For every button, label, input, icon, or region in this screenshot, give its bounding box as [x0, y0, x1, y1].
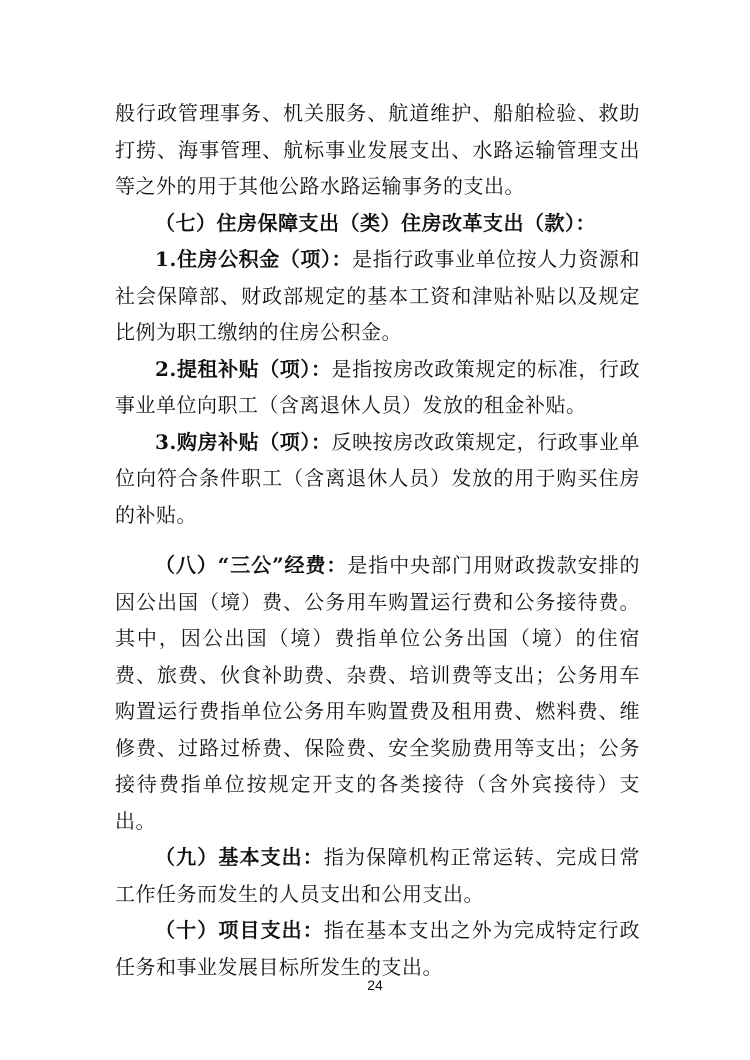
- paragraph-text: 是指行政事业单位按人力资源和社会保障部、财政部规定的基本工资和津贴补贴以及规定比例为职工缴纳的住房公积金。: [115, 247, 641, 344]
- paragraph-three-public-expenses: [115, 547, 640, 839]
- paragraph-continued-transport: [115, 95, 640, 205]
- paragraph-text: 般行政管理事务、机关服务、航道维护、船舶检验、救助打捞、海事管理、航标事业发展支出、水路运输管理支出等之外的用于其他公路水路运输事务的支出。: [115, 101, 640, 198]
- section-heading: （九）基本支出：: [155, 845, 324, 869]
- document-body: [115, 95, 640, 985]
- item-heading: 3.购房补贴（项）：: [155, 429, 332, 454]
- paragraph-text: 指在基本支出之外为完成特定行政任务和事业发展目标所发生的支出。: [115, 918, 641, 979]
- paragraph-text: 指为保障机构正常运转、完成日常工作任务而发生的人员支出和公用支出。: [115, 845, 641, 906]
- paragraph-text: 是指按房改政策规定的标准，行政事业单位向职工（含离退休人员）发放的租金补贴。: [115, 356, 640, 417]
- paragraph-text: 是指中央部门用财政拨款安排的因公出国（境）费、公务用车购置运行费和公务接待费。其中，因公出国（境）费指单位公务出国（境）的住宿费、旅费、伙食补助费、杂费、培训费等支出；公务用车购置运行费指单位公务用车购置费及租用费、燃料费、维修费、过路过桥费、保险费、安全奖励费用等支出；公务接待费指单位按规定开支的各类接待（含外宾接待）支出。: [115, 553, 641, 833]
- paragraph-text: 反映按房改政策规定，行政事业单位向符合条件职工（含离退休人员）发放的用于购买住房的补贴。: [115, 429, 640, 527]
- section-heading: （十）项目支出：: [155, 918, 324, 942]
- section-heading: （七）住房保障支出（类）住房改革支出（款）：: [155, 210, 596, 235]
- page-number: 24: [367, 977, 383, 993]
- paragraph-rent-subsidy: [115, 351, 640, 424]
- section-heading: （八）“三公”经费：: [155, 553, 348, 577]
- item-heading: 1.住房公积金（项）：: [155, 247, 353, 271]
- paragraph-basic-expenditure: [115, 839, 640, 912]
- paragraph-project-expenditure: [115, 912, 640, 985]
- paragraph-housing-fund: [115, 241, 640, 351]
- item-heading: 2.提租补贴（项）：: [155, 356, 332, 381]
- section-heading-housing: [115, 205, 640, 242]
- paragraph-purchase-subsidy: [115, 424, 640, 534]
